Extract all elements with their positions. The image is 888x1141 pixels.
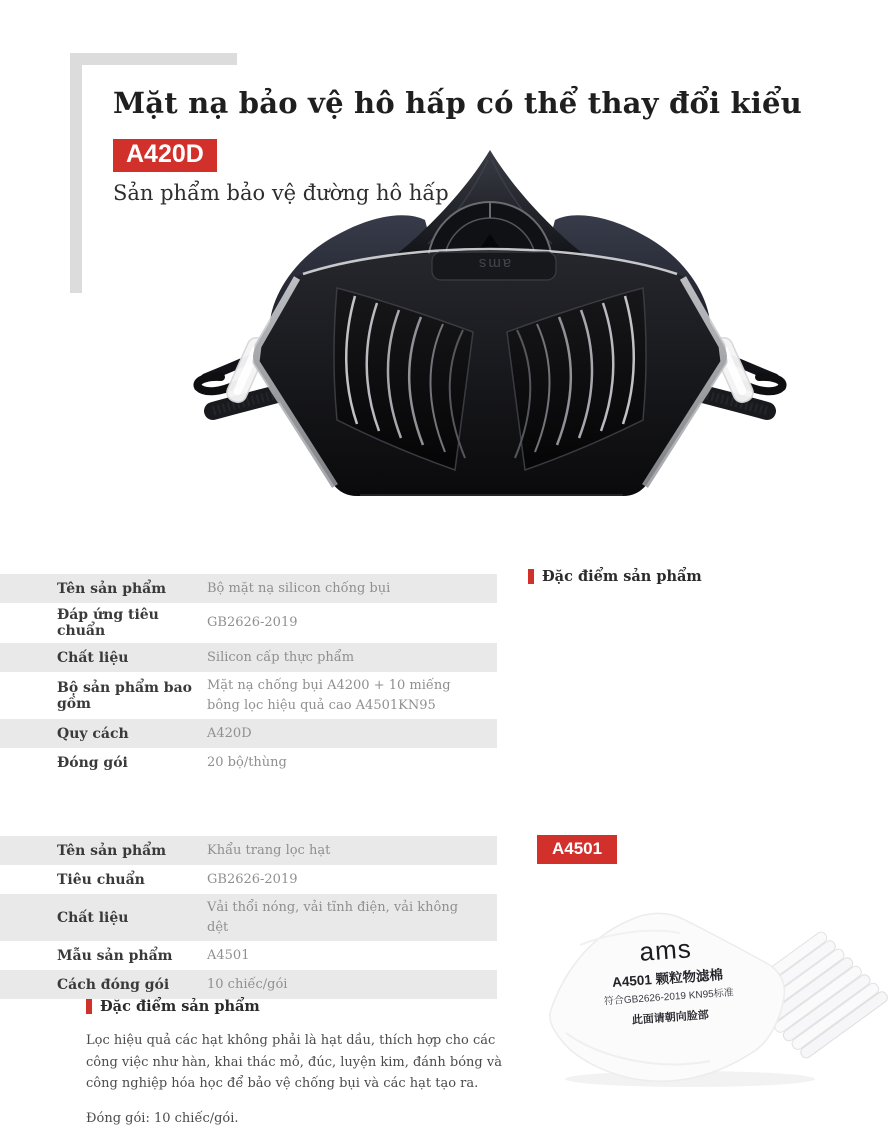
- spec-row: [0, 603, 497, 643]
- red-bar-icon: [86, 999, 92, 1014]
- spec-table-2: [0, 836, 497, 999]
- spec-row: [0, 941, 497, 970]
- spec-label: Mẫu sản phẩm: [57, 947, 173, 964]
- spec-value: Silicon cấp thực phẩm: [207, 649, 355, 665]
- spec-row: [0, 836, 497, 865]
- spec-row: [0, 865, 497, 894]
- spec-row: [0, 574, 497, 603]
- section-heading-text: Đặc điểm sản phẩm: [542, 568, 702, 585]
- feature-paragraph: Lọc hiệu quả các hạt không phải là hạt dầu, thích hợp cho các công việc như hàn, khai thác mỏ, đúc, luyện kim, đánh bóng và công nghiệp hóa học để bảo vệ chống bụi và các hạt tạo ra.: [86, 1033, 502, 1092]
- filter-line1: A4501 颗粒物滤棉: [611, 967, 724, 990]
- spec-row: [0, 970, 497, 999]
- feature-paragraphs: [86, 1030, 530, 1129]
- spec-value: 20 bộ/thùng: [207, 754, 287, 770]
- spec-label: Tên sản phẩm: [57, 842, 167, 859]
- model-badge: A420D: [113, 139, 217, 172]
- spec-value: 10 chiếc/gói: [207, 976, 288, 992]
- features-section-2: [86, 998, 530, 1129]
- spec-value: Mặt nạ chống bụi A4200 + 10 miếng bông lọc hiệu quả cao A4501KN95: [207, 678, 451, 713]
- corner-accent-vertical: [70, 53, 82, 293]
- filter-line3: 此面请朝向脸部: [631, 1009, 710, 1027]
- spec-row: [0, 672, 497, 719]
- spec-value: GB2626-2019: [207, 871, 298, 887]
- ams-logo-plate: [432, 252, 556, 280]
- spec-value: A420D: [207, 725, 252, 741]
- section-heading: [528, 568, 864, 585]
- spec-value: A4501: [207, 947, 250, 963]
- spec-row: [0, 719, 497, 748]
- spec-label: Quy cách: [57, 725, 129, 742]
- spec-row: [0, 748, 497, 777]
- features-section-1: [528, 568, 864, 600]
- spec-label: Tiêu chuẩn: [57, 871, 145, 888]
- spec-value: Vải thổi nóng, vải tĩnh điện, vải không dệt: [207, 900, 459, 935]
- spec-row: [0, 643, 497, 672]
- spec-label: Tên sản phẩm: [57, 580, 167, 597]
- section-heading: [86, 998, 530, 1015]
- spec-row: [0, 894, 497, 941]
- mask-brand-text: ams: [476, 255, 512, 272]
- product-image-mask: [185, 148, 800, 550]
- spec-value: Bộ mặt nạ silicon chống bụi: [207, 580, 391, 596]
- spec-label: Cách đóng gói: [57, 976, 170, 993]
- red-bar-icon: [528, 569, 534, 584]
- product-image-filter: [540, 893, 888, 1093]
- spec-label: Chất liệu: [57, 909, 129, 926]
- mask-body: [253, 251, 726, 496]
- section-heading-text: Đặc điểm sản phẩm: [100, 998, 260, 1015]
- spec-label: Bộ sản phẩm bao gồm: [57, 679, 192, 712]
- corner-accent-horizontal: [70, 53, 237, 65]
- spec-value: GB2626-2019: [207, 615, 298, 631]
- spec-label: Đáp ứng tiêu chuẩn: [57, 607, 159, 639]
- spec-value: Khẩu trang lọc hạt: [207, 842, 331, 858]
- spec-table-1: [0, 574, 497, 777]
- product-title: Mặt nạ bảo vệ hô hấp có thể thay đổi kiểu: [113, 86, 802, 120]
- spec-label: Chất liệu: [57, 649, 129, 666]
- spec-label: Đóng gói: [57, 754, 128, 771]
- filter-line2: 符合GB2626-2019 KN95标准: [603, 987, 735, 1008]
- filter-brand-text: ams: [638, 933, 693, 967]
- product-subtitle: Sản phẩm bảo vệ đường hô hấp: [113, 181, 449, 205]
- filter-model-badge: A4501: [537, 835, 617, 864]
- feature-paragraph: Đóng gói: 10 chiếc/gói.: [86, 1110, 239, 1126]
